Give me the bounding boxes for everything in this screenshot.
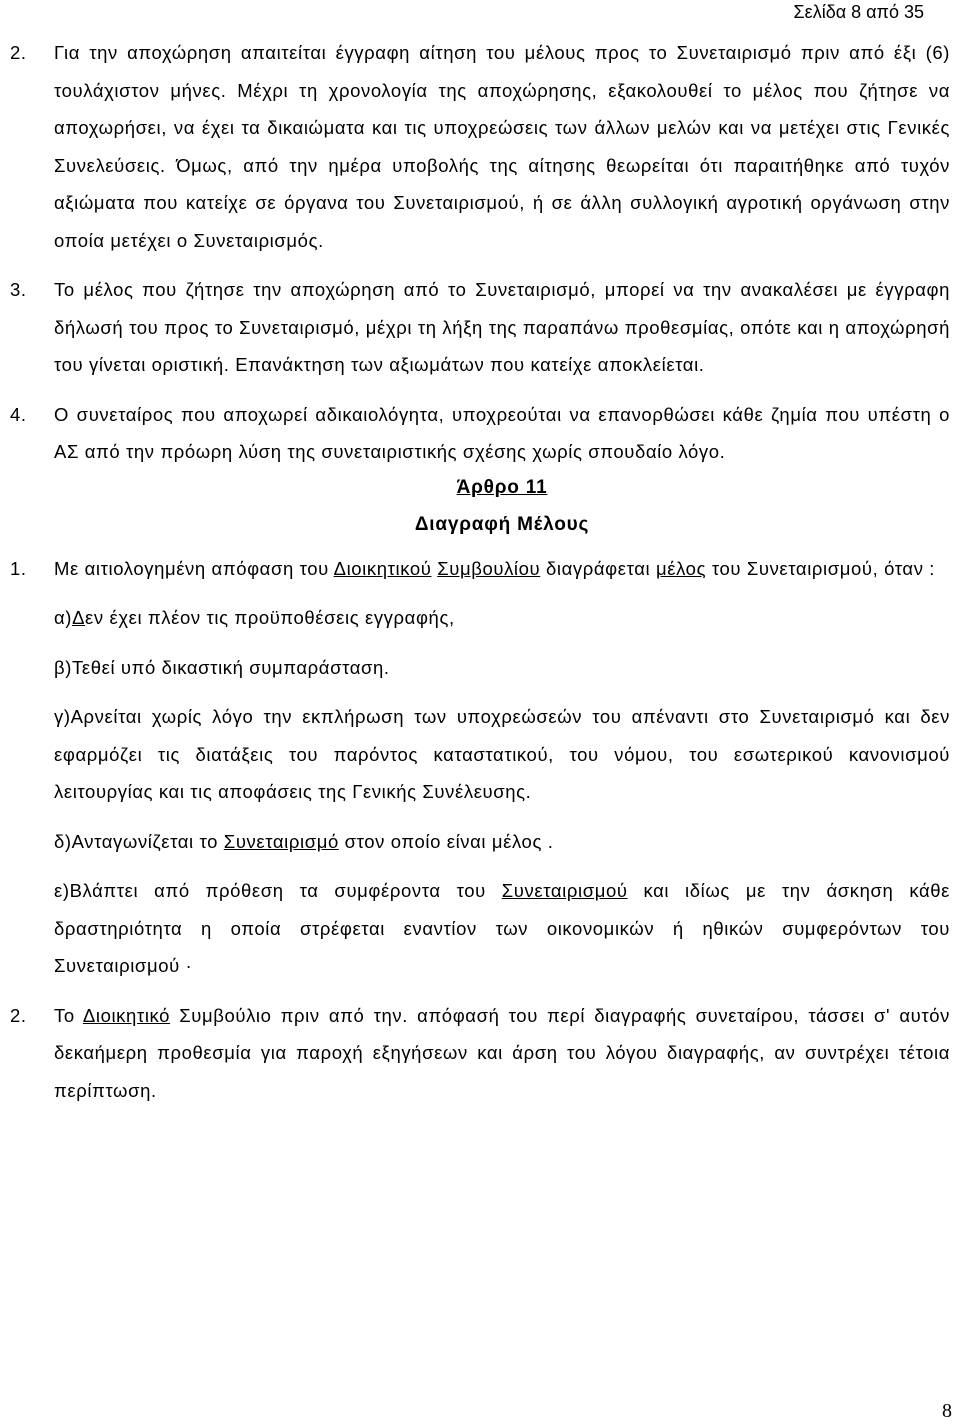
- underlined-word: Συμβουλίου: [437, 557, 541, 579]
- article-paragraph-1: [0, 550, 960, 588]
- underlined-word: Συνεταιρισμό: [223, 830, 339, 852]
- item-number: 4.: [10, 403, 27, 425]
- item-number: 3.: [10, 279, 27, 300]
- article-title: Διαγραφή Μέλους: [414, 514, 590, 535]
- item-number: 2.: [10, 1004, 27, 1026]
- sub-text: και ιδίως με την άσκηση κάθε δραστηριότητα η οποία στρέφεται εναντίον των οικονομικών ή ηθικών συμφερόντων του Συνεταιρισμού ·: [54, 880, 950, 976]
- sub-item-c: γ)Αρνείται χωρίς λόγο την εκπλήρωση των υποχρεώσεών του απέναντι στο Συνεταιρισμό και δεν εφαρμόζει τις διατάξεις του παρόντος καταστατικού, του νόμου, του εσωτερικού κανονισμού λειτουργίας και τις αποφάσεις της Γενικής Συνέλευσης.: [54, 706, 950, 802]
- paragraph-3: [0, 271, 960, 384]
- page-number: 8: [942, 1400, 952, 1422]
- article-paragraph-2: [0, 997, 960, 1110]
- sub-label: ε)Βλάπτει από πρόθεση τα συμφέροντα του: [54, 880, 502, 901]
- underlined-word: Διοικητικό: [82, 1004, 171, 1026]
- paragraph-text-d: του Συνεταιρισμού, όταν :: [706, 557, 936, 579]
- item-number: 1.: [10, 557, 27, 579]
- paragraph-text: Ο συνεταίρος που αποχωρεί αδικαιολόγητα, υποχρεούται να επανορθώσει κάθε ζημία που υπέστη ο ΑΣ από την πρόωρη λύση της συνεταιριστικής σχέσης χωρίς σπουδαίο λόγο.: [54, 403, 950, 462]
- sub-text: εν έχει πλέον τις προϋποθέσεις εγγραφής,: [85, 607, 455, 628]
- underlined-word: Δ: [72, 607, 86, 628]
- article-number: Άρθρο 11: [456, 476, 548, 498]
- page-header: Σελίδα 8 από 35: [793, 2, 924, 22]
- paragraph-text-c: διαγράφεται: [540, 557, 656, 579]
- document-body: [0, 34, 960, 1121]
- underlined-word: Διοικητικού: [333, 557, 432, 579]
- paragraph-text-a: Το: [54, 1004, 83, 1026]
- paragraph-text: Για την αποχώρηση απαιτείται έγγραφη αίτηση του μέλους προς το Συνεταιρισμό πριν από έξι (6) τουλάχιστον μήνες. Μέχρι τη χρονολογία της αποχώρησης, εξακολουθεί το μέλος που ζήτησε να αποχωρήσει, να έχει τα δικαιώματα και τις υποχρεώσεις των άλλων μελών και να μετέχει στις Γενικές Συνελεύσεις. Όμως, από την ημέρα υποβολής της αίτησης θεωρείται ότι παραιτήθηκε από τυχόν αξιώματα που κατείχε σε όργανα του Συνεταιρισμού, ή σε άλλη συλλογική αγροτική οργάνωση στην οποία μετέχει ο Συνεταιρισμός.: [54, 42, 950, 251]
- sub-text: στον οποίο είναι μέλος .: [338, 830, 554, 852]
- paragraph-2: [0, 34, 960, 259]
- sub-item-e: [0, 872, 960, 985]
- paragraph-text: Το μέλος που ζήτησε την αποχώρηση από το Συνεταιρισμό, μπορεί να την ανακαλέσει με έγγραφη δήλωσή του προς το Συνεταιρισμό, μέχρι τη λήξη της παραπάνω προθεσμίας, οπότε και η αποχώρησή του γίνεται οριστική. Επανάκτηση των αξιωμάτων που κατείχε αποκλείεται.: [54, 279, 950, 375]
- paragraph-text-a: Με αιτιολογημένη απόφαση του: [54, 557, 334, 579]
- sub-label: α): [54, 607, 73, 628]
- underlined-word: Συνεταιρισμού: [501, 880, 628, 901]
- paragraph-text-b: Συμβούλιο πριν από την. απόφασή του περί διαγραφής συνεταίρου, τάσσει σ' αυτόν δεκαήμερη προθεσμία για παροχή εξηγήσεων και άρση του λόγου διαγραφής, αν συντρέχει τέτοια περίπτωση.: [54, 1004, 950, 1101]
- item-number: 2.: [10, 42, 27, 63]
- sub-item-a: [0, 599, 960, 637]
- sub-label: δ)Ανταγωνίζεται το: [54, 830, 224, 852]
- paragraph-4: [0, 396, 960, 471]
- sub-item-d: [0, 823, 960, 861]
- underlined-word: μέλος: [656, 557, 707, 579]
- sub-item-b: β)Τεθεί υπό δικαστική συμπαράσταση.: [54, 656, 390, 678]
